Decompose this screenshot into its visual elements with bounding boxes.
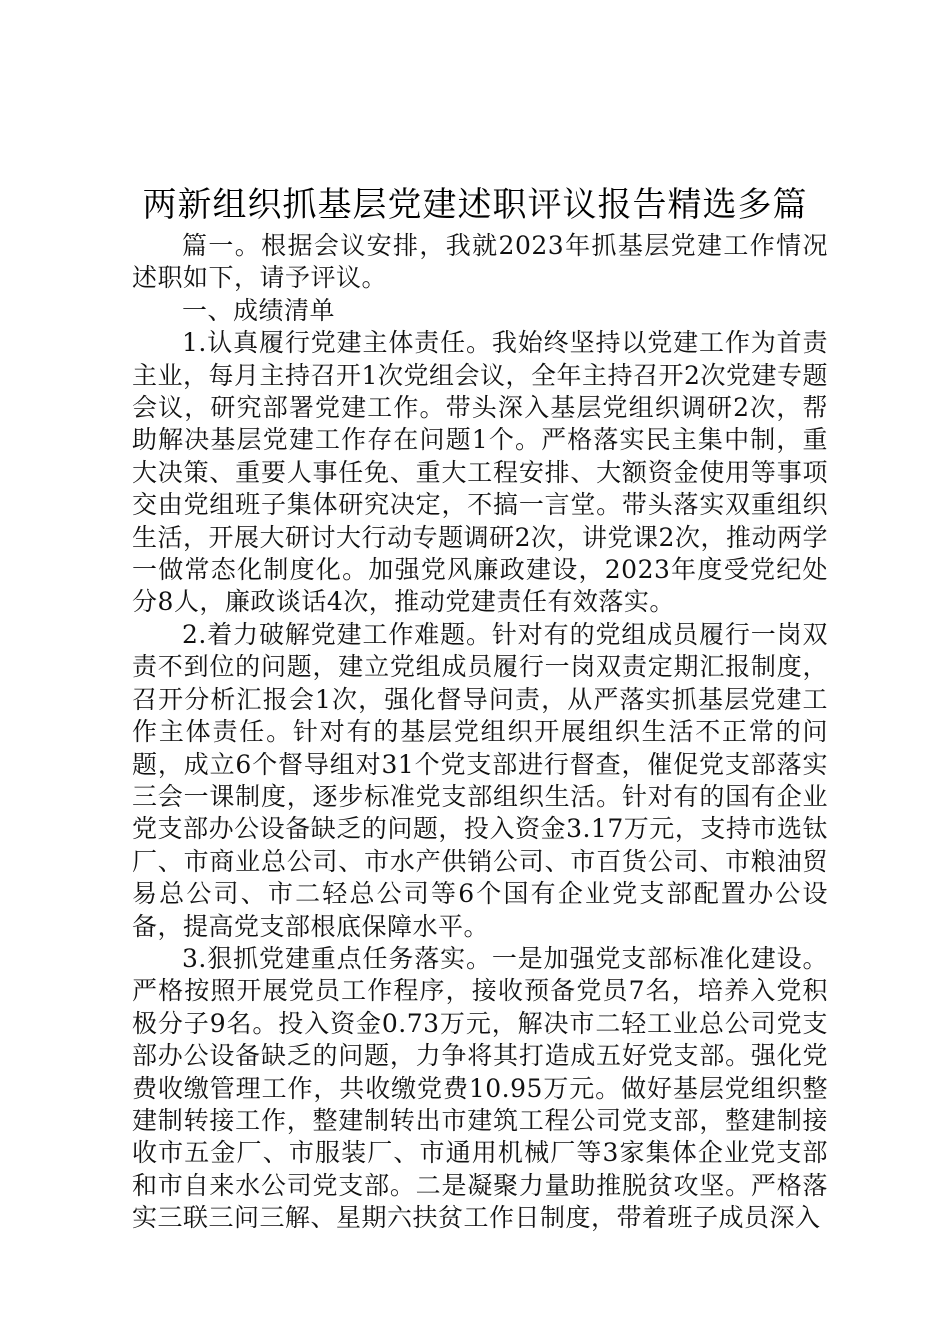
paragraph-item-3: 3.狠抓党建重点任务落实。一是加强党支部标准化建设。严格按照开展党员工作程序，接收预备党员7名，培养入党积极分子9名。投入资金0.73万元，解决市二轻工业总公司党支部办公设备缺乏的问题，力争将其打造成五好党支部。强化党费收缴管理工作，共收缴党费10.95万元。做好基层党组织整建制转接工作，整建制转出市建筑工程公司党支部，整建制接收市五金厂、市服装厂、市通用机械厂等3家集体企业党支部和市自来水公司党支部。二是凝聚力量助推脱贫攻坚。严格落实三联三问三解、星期六扶贫工作日制度，带着班子成员深入 — [132, 943, 828, 1233]
section-heading: 一、成绩清单 — [182, 295, 336, 325]
paragraph-item-1: 1.认真履行党建主体责任。我始终坚持以党建工作为首责主业，每月主持召开1次党组会议，全年主持召开2次党建专题会议，研究部署党建工作。带头深入基层党组织调研2次，帮助解决基层党建工作存在问题1个。严格落实民主集中制，重大决策、重要人事任免、重大工程安排、大额资金使用等事项交由党组班子集体研究决定，不搞一言堂。带头落实双重组织生活，开展大研讨大行动专题调研2次，讲党课2次，推动两学一做常态化制度化。加强党风廉政建设，2023年度受党纪处分8人，廉政谈话4次，推动党建责任有效落实。 — [132, 328, 828, 617]
document-title: 两新组织抓基层党建述职评议报告精选多篇 — [142, 185, 808, 225]
paragraph-intro: 篇一。根据会议安排，我就2023年抓基层党建工作情况述职如下，请予评议。 — [132, 231, 828, 293]
document-body — [132, 230, 828, 1235]
paragraph-item-2: 2.着力破解党建工作难题。针对有的党组成员履行一岗双责不到位的问题，建立党组成员履行一岗双责定期汇报制度，召开分析汇报会1次，强化督导问责，从严落实抓基层党建工作主体责任。针对有的基层党组织开展组织生活不正常的问题，成立6个督导组对31个党支部进行督查，催促党支部落实三会一课制度，逐步标准党支部组织生活。针对有的国有企业党支部办公设备缺乏的问题，投入资金3.17万元，支持市选钛厂、市商业总公司、市水产供销公司、市百货公司、市粮油贸易总公司、市二轻总公司等6个国有企业党支部配置办公设备，提高党支部根底保障水平。 — [132, 619, 828, 941]
